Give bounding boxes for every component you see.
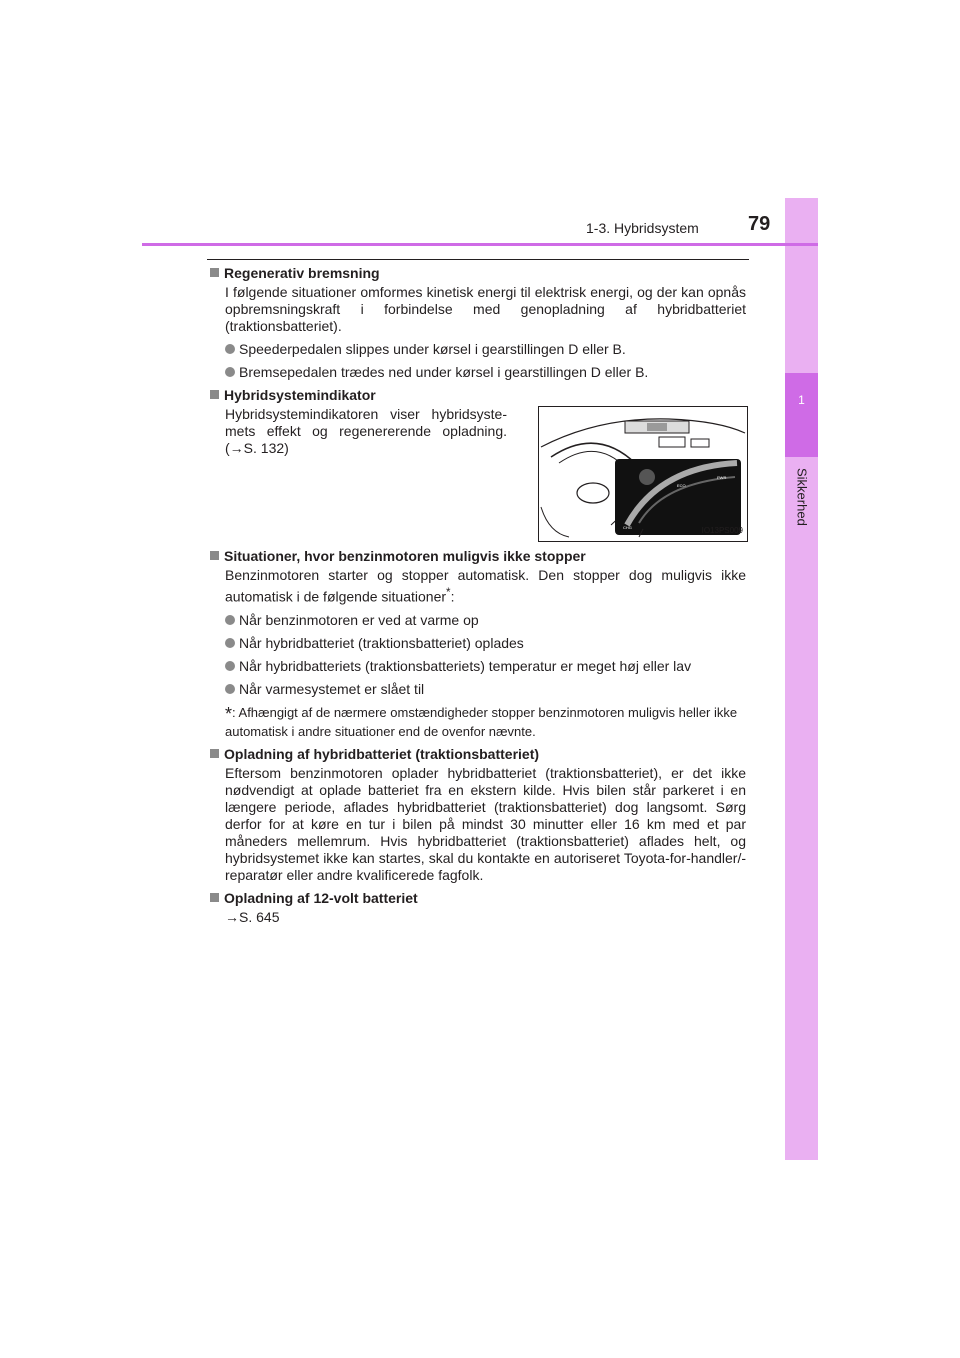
stop-bullet-4: Når varmesystemet er slået til (239, 680, 425, 697)
list-item (210, 364, 746, 381)
stop-body-suffix: : (450, 588, 455, 605)
svg-text:CHG: CHG (623, 525, 632, 530)
square-bullet-icon (210, 268, 219, 277)
chapter-number-tab[interactable] (785, 373, 818, 457)
regen-bullet-1: Speederpedalen slippes under kørsel i gearstillingen D eller B. (239, 341, 626, 357)
section-title: 1-3. Hybridsystem (586, 220, 699, 236)
battery12-heading (210, 890, 746, 907)
figure-code: IO13PS009 (701, 526, 743, 535)
asterisk-icon: * (446, 586, 451, 599)
charging-body: Eftersom benzinmotoren oplader hybridbatteriet (traktionsbatteriet), er det ikke nødvendigt at oplade batteriet fra en ekstern kilde. Hvis bilen står parkeret i en længere periode, aflades hybridbatteriet (traktionsbatteriet) dog langsomt. Sørg derfor for at køre en tur i bilen på mindst 30 minutter eller 16 km med et par måneders mellemrum. Hvis hybridbatteriet (traktionsbatteriet) aflades helt, og hybridsystemet ikke kan startes, skal du kontakte en autoriseret Toyota-for-handler/-reparatør eller andre kvalificerede fagfolk. (225, 764, 746, 883)
chapter-side-tab (785, 198, 818, 1160)
list-item (210, 635, 746, 652)
list-item (210, 341, 746, 358)
round-bullet-icon (225, 367, 235, 377)
content-rule (207, 259, 749, 260)
regen-heading (210, 265, 746, 282)
chapter-label: Sikkerhed (794, 468, 809, 526)
stop-body-wrap (210, 567, 746, 606)
square-bullet-icon (210, 749, 219, 758)
square-bullet-icon (210, 551, 219, 560)
stop-bullet-3: Når hybridbatteriets (traktionsbatteriets) temperatur er meget høj eller lav (239, 657, 692, 674)
stop-bullet-2: Når hybridbatteriet (traktionsbatteriet) oplades (239, 634, 524, 651)
square-bullet-icon (210, 893, 219, 902)
stop-bullet-1: Når benzinmotoren er ved at varme op (239, 611, 479, 628)
list-item (210, 612, 746, 629)
round-bullet-icon (225, 638, 235, 648)
chapter-number: 1 (798, 393, 805, 407)
list-item (210, 658, 746, 675)
regen-body: I følgende situationer omformes kinetisk energi til elektrisk energi, og der kan opnås opbremsningskraft i forbindelse med genopladning af hybridbatteriet (traktionsbatteriet). (225, 284, 746, 334)
asterisk-icon: * (225, 703, 233, 724)
list-item (210, 681, 746, 698)
stop-heading (210, 548, 746, 565)
footnote-text: : Afhængigt af de nærmere omstændigheder stopper benzinmotoren muligvis heller ikke automatisk i andre situationer end de ovenfor nævnte. (225, 704, 738, 739)
indicator-heading (210, 387, 746, 404)
dashboard-drawing (539, 407, 747, 541)
round-bullet-icon (225, 344, 235, 354)
battery12-title: Opladning af 12-volt batteriet (224, 889, 418, 906)
header-divider (142, 243, 818, 246)
charging-title: Opladning af hybridbatteriet (traktionsbatteriet) (224, 745, 540, 762)
square-bullet-icon (210, 390, 219, 399)
svg-text:PWR: PWR (717, 475, 727, 480)
round-bullet-icon (225, 661, 235, 671)
indicator-figure-row (210, 406, 746, 542)
dashboard-illustration (538, 406, 748, 542)
battery12-ref[interactable]: →S. 645 (225, 908, 280, 925)
round-bullet-icon (225, 615, 235, 625)
page-content (210, 265, 746, 926)
charging-heading (210, 746, 746, 763)
round-bullet-icon (225, 684, 235, 694)
indicator-body: Hybridsystemindikatoren viser hybridsyste-mets effekt og regenererende opladning. (→S. 132) (225, 406, 507, 456)
indicator-title: Hybridsystemindikator (224, 387, 376, 403)
regen-bullet-2: Bremsepedalen trædes ned under kørsel i gearstillingen D eller B. (239, 364, 649, 380)
svg-text:ECO: ECO (677, 483, 686, 488)
regen-title: Regenerativ bremsning (224, 265, 380, 281)
chapter-label-wrap (785, 468, 818, 558)
stop-title: Situationer, hvor benzinmotoren muligvis ikke stopper (224, 548, 586, 564)
footnote (210, 704, 746, 740)
page-number: 79 (748, 213, 771, 235)
stop-body: Benzinmotoren starter og stopper automatisk. Den stopper dog muligvis ikke automatisk i de følgende situationer (225, 567, 746, 605)
